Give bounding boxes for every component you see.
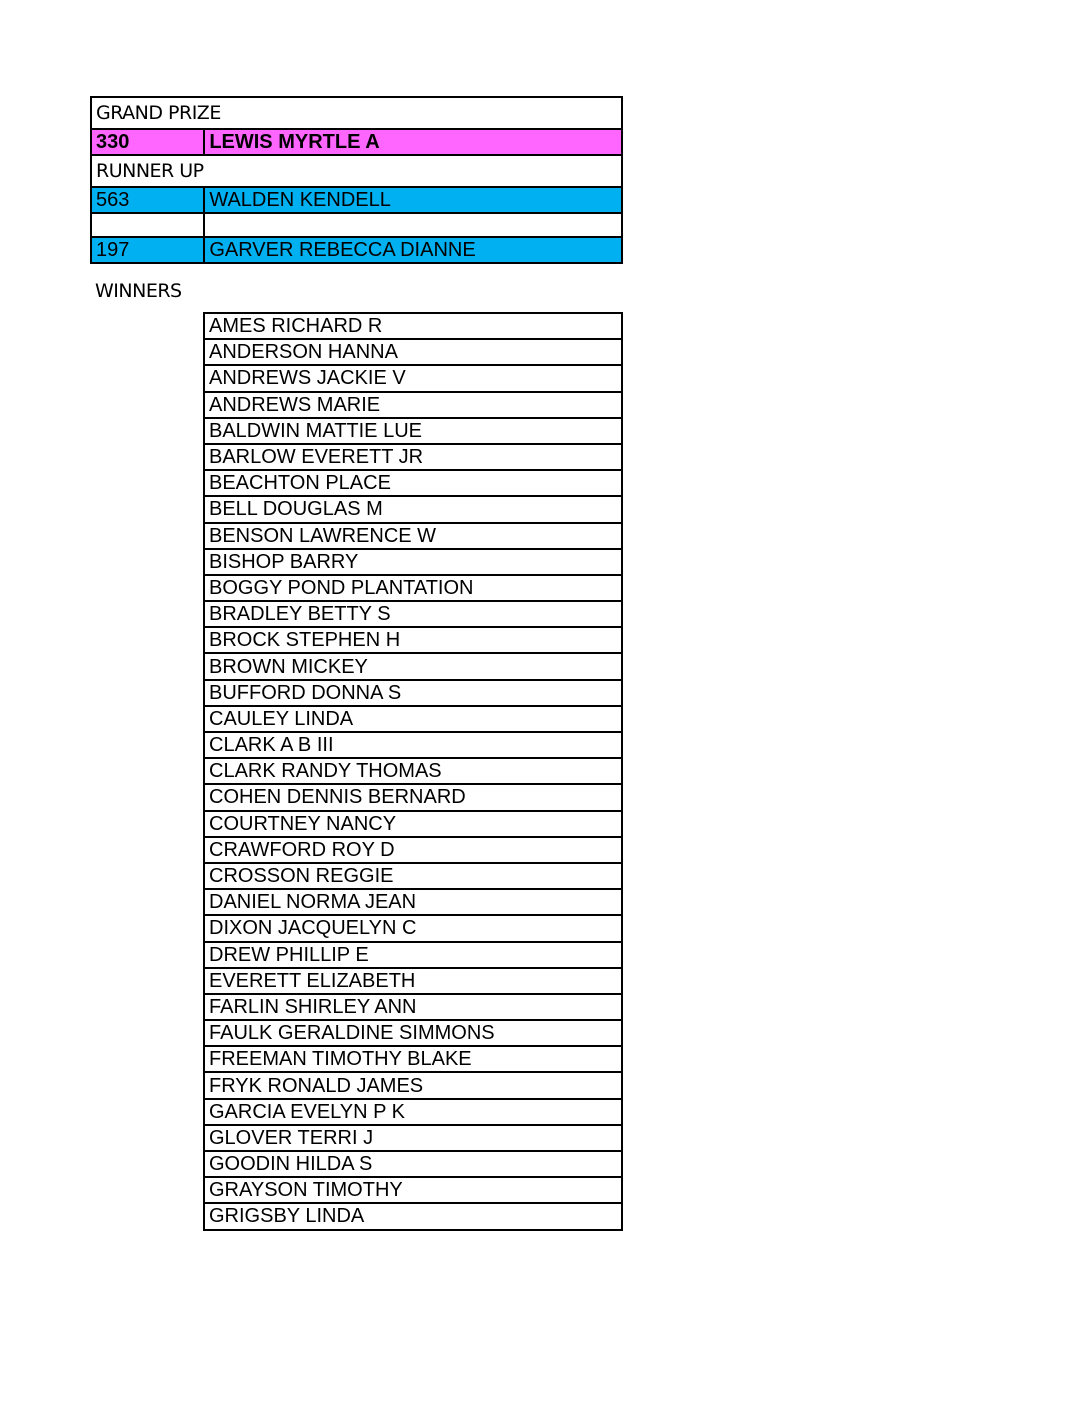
winner-name: BROWN MICKEY bbox=[204, 653, 622, 679]
winner-row bbox=[204, 811, 622, 837]
winners-list bbox=[204, 313, 622, 1230]
winner-name: ANDREWS MARIE bbox=[204, 392, 622, 418]
winner-row bbox=[204, 1177, 622, 1203]
winner-row bbox=[204, 313, 622, 339]
winner-name: CRAWFORD ROY D bbox=[204, 837, 622, 863]
winner-row bbox=[204, 837, 622, 863]
winner-name: BOGGY POND PLANTATION bbox=[204, 575, 622, 601]
grand-prize-name: LEWIS MYRTLE A bbox=[204, 129, 622, 155]
winner-name: DANIEL NORMA JEAN bbox=[204, 889, 622, 915]
winner-name: COURTNEY NANCY bbox=[204, 811, 622, 837]
winner-name: FAULK GERALDINE SIMMONS bbox=[204, 1020, 622, 1046]
winner-name: ANDREWS JACKIE V bbox=[204, 365, 622, 391]
winner-name: DREW PHILLIP E bbox=[204, 942, 622, 968]
winner-row bbox=[204, 758, 622, 784]
prize-table bbox=[90, 96, 623, 264]
winner-row bbox=[204, 680, 622, 706]
winner-row bbox=[204, 1020, 622, 1046]
winner-name: GLOVER TERRI J bbox=[204, 1125, 622, 1151]
grand-prize-number: 330 bbox=[91, 129, 204, 155]
winner-name: COHEN DENNIS BERNARD bbox=[204, 784, 622, 810]
winner-row bbox=[204, 392, 622, 418]
winner-name: FRYK RONALD JAMES bbox=[204, 1072, 622, 1098]
winner-row bbox=[204, 444, 622, 470]
winner-name: BARLOW EVERETT JR bbox=[204, 444, 622, 470]
winner-name: CROSSON REGGIE bbox=[204, 863, 622, 889]
winner-row bbox=[204, 575, 622, 601]
winner-name: GRIGSBY LINDA bbox=[204, 1203, 622, 1229]
winner-row bbox=[204, 1046, 622, 1072]
grand-prize-header-row bbox=[91, 97, 622, 129]
winner-name: BROCK STEPHEN H bbox=[204, 627, 622, 653]
blank-number-cell bbox=[91, 213, 204, 237]
winner-row bbox=[204, 365, 622, 391]
winner-row bbox=[204, 601, 622, 627]
grand-prize-label: GRAND PRIZE bbox=[91, 97, 622, 129]
winner-name: BENSON LAWRENCE W bbox=[204, 523, 622, 549]
runner-up-name: WALDEN KENDELL bbox=[204, 187, 622, 213]
winner-name: BELL DOUGLAS M bbox=[204, 496, 622, 522]
winner-row bbox=[204, 653, 622, 679]
winner-row bbox=[204, 968, 622, 994]
winner-row bbox=[204, 732, 622, 758]
winner-name: BUFFORD DONNA S bbox=[204, 680, 622, 706]
winner-name: GRAYSON TIMOTHY bbox=[204, 1177, 622, 1203]
winner-name: AMES RICHARD R bbox=[204, 313, 622, 339]
runner-up-header-row bbox=[91, 155, 622, 187]
winner-row bbox=[204, 889, 622, 915]
winner-row bbox=[204, 942, 622, 968]
runner-up-row bbox=[91, 187, 622, 213]
winner-row bbox=[204, 706, 622, 732]
runner-up-name: GARVER REBECCA DIANNE bbox=[204, 237, 622, 263]
winner-name: BRADLEY BETTY S bbox=[204, 601, 622, 627]
runner-up-row bbox=[91, 237, 622, 263]
winner-row bbox=[204, 470, 622, 496]
winner-row bbox=[204, 1125, 622, 1151]
runner-up-label: RUNNER UP bbox=[91, 155, 622, 187]
winner-name: GOODIN HILDA S bbox=[204, 1151, 622, 1177]
winner-name: FREEMAN TIMOTHY BLAKE bbox=[204, 1046, 622, 1072]
winners-label: WINNERS bbox=[95, 280, 182, 302]
blank-row bbox=[91, 213, 622, 237]
runner-up-number: 197 bbox=[91, 237, 204, 263]
winner-row bbox=[204, 994, 622, 1020]
winner-name: ANDERSON HANNA bbox=[204, 339, 622, 365]
winners-table bbox=[203, 312, 623, 1231]
winner-name: CLARK A B III bbox=[204, 732, 622, 758]
winner-row bbox=[204, 1099, 622, 1125]
grand-prize-row bbox=[91, 129, 622, 155]
winner-row bbox=[204, 1203, 622, 1229]
winner-row bbox=[204, 496, 622, 522]
winner-name: BEACHTON PLACE bbox=[204, 470, 622, 496]
blank-name-cell bbox=[204, 213, 622, 237]
winner-name: FARLIN SHIRLEY ANN bbox=[204, 994, 622, 1020]
winner-name: BISHOP BARRY bbox=[204, 549, 622, 575]
winner-name: CAULEY LINDA bbox=[204, 706, 622, 732]
winner-name: CLARK RANDY THOMAS bbox=[204, 758, 622, 784]
winner-row bbox=[204, 339, 622, 365]
winner-name: DIXON JACQUELYN C bbox=[204, 915, 622, 941]
winner-row bbox=[204, 523, 622, 549]
winner-row bbox=[204, 418, 622, 444]
winner-name: BALDWIN MATTIE LUE bbox=[204, 418, 622, 444]
winner-row bbox=[204, 549, 622, 575]
winner-row bbox=[204, 915, 622, 941]
runner-up-number: 563 bbox=[91, 187, 204, 213]
winner-row bbox=[204, 627, 622, 653]
winner-row bbox=[204, 863, 622, 889]
winner-row bbox=[204, 1151, 622, 1177]
winner-name: GARCIA EVELYN P K bbox=[204, 1099, 622, 1125]
winner-row bbox=[204, 1072, 622, 1098]
winner-name: EVERETT ELIZABETH bbox=[204, 968, 622, 994]
winner-row bbox=[204, 784, 622, 810]
